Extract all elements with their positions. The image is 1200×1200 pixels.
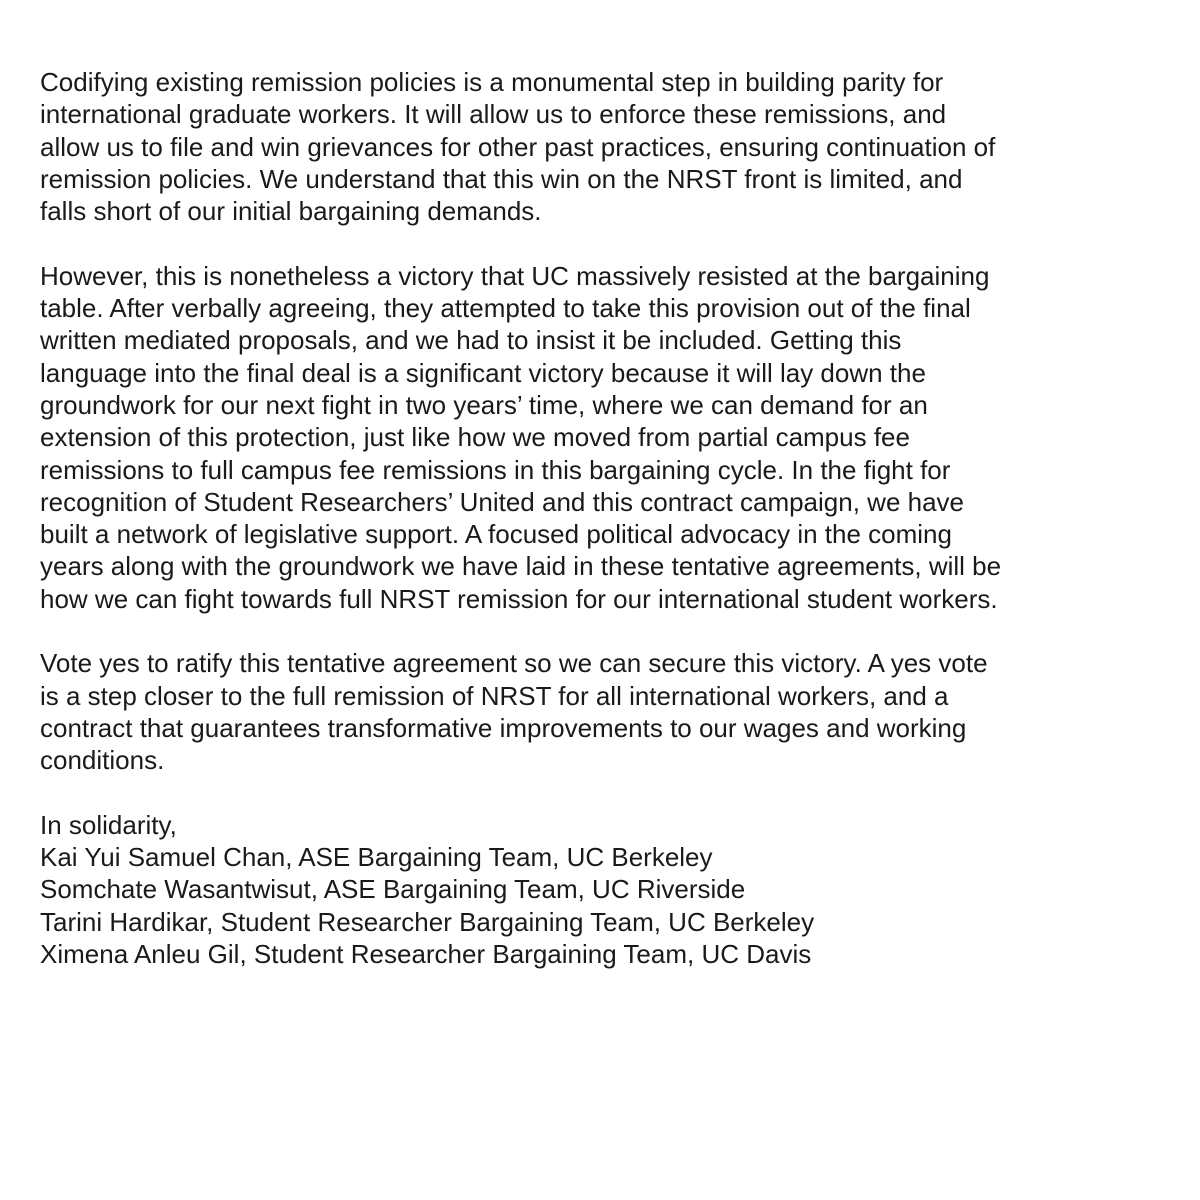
signature-block — [40, 809, 1170, 970]
text-line: how we can fight towards full NRST remission for our international student workers. — [40, 583, 998, 614]
paragraph-remission-policies — [40, 66, 1170, 227]
text-line: recognition of Student Researchers’ United and this contract campaign, we have — [40, 486, 965, 517]
text-line: remission policies. We understand that this win on the NRST front is limited, and — [40, 163, 963, 194]
text-line: is a step closer to the full remission of NRST for all international workers, and a — [40, 680, 949, 711]
text-line: However, this is nonetheless a victory that UC massively resisted at the bargaining — [40, 260, 990, 291]
text-line: falls short of our initial bargaining demands. — [40, 196, 542, 227]
text-line: groundwork for our next fight in two years’ time, where we can demand for an — [40, 389, 928, 420]
paragraph-vote-yes — [40, 647, 1170, 776]
text-line: remissions to full campus fee remissions in this bargaining cycle. In the fight for — [40, 454, 951, 485]
text-line: years along with the groundwork we have laid in these tentative agreements, will be — [40, 551, 1002, 582]
paragraph-victory — [40, 260, 1170, 615]
text-line: international graduate workers. It will allow us to enforce these remissions, and — [40, 99, 947, 130]
signatory-line: Tarini Hardikar, Student Researcher Bargaining Team, UC Berkeley — [40, 906, 815, 937]
text-line: table. After verbally agreeing, they attempted to take this provision out of the final — [40, 293, 971, 324]
text-line: conditions. — [40, 745, 165, 776]
text-line: written mediated proposals, and we had to insist it be included. Getting this — [40, 325, 902, 356]
text-line: extension of this protection, just like how we moved from partial campus fee — [40, 422, 910, 453]
text-line: Vote yes to ratify this tentative agreement so we can secure this victory. A yes vote — [40, 648, 988, 679]
letter-document — [40, 66, 1170, 970]
text-line: contract that guarantees transformative improvements to our wages and working — [40, 712, 967, 743]
text-line: language into the final deal is a significant victory because it will lay down the — [40, 357, 926, 388]
text-line: allow us to file and win grievances for other past practices, ensuring continuation of — [40, 131, 996, 162]
closing-salutation: In solidarity, — [40, 809, 177, 840]
signatory-line: Ximena Anleu Gil, Student Researcher Bargaining Team, UC Davis — [40, 939, 812, 970]
text-line: Codifying existing remission policies is a monumental step in building parity for — [40, 67, 944, 97]
signatory-line: Kai Yui Samuel Chan, ASE Bargaining Team, UC Berkeley — [40, 842, 713, 873]
signatory-line: Somchate Wasantwisut, ASE Bargaining Team, UC Riverside — [40, 874, 746, 905]
text-line: built a network of legislative support. A focused political advocacy in the coming — [40, 519, 952, 550]
